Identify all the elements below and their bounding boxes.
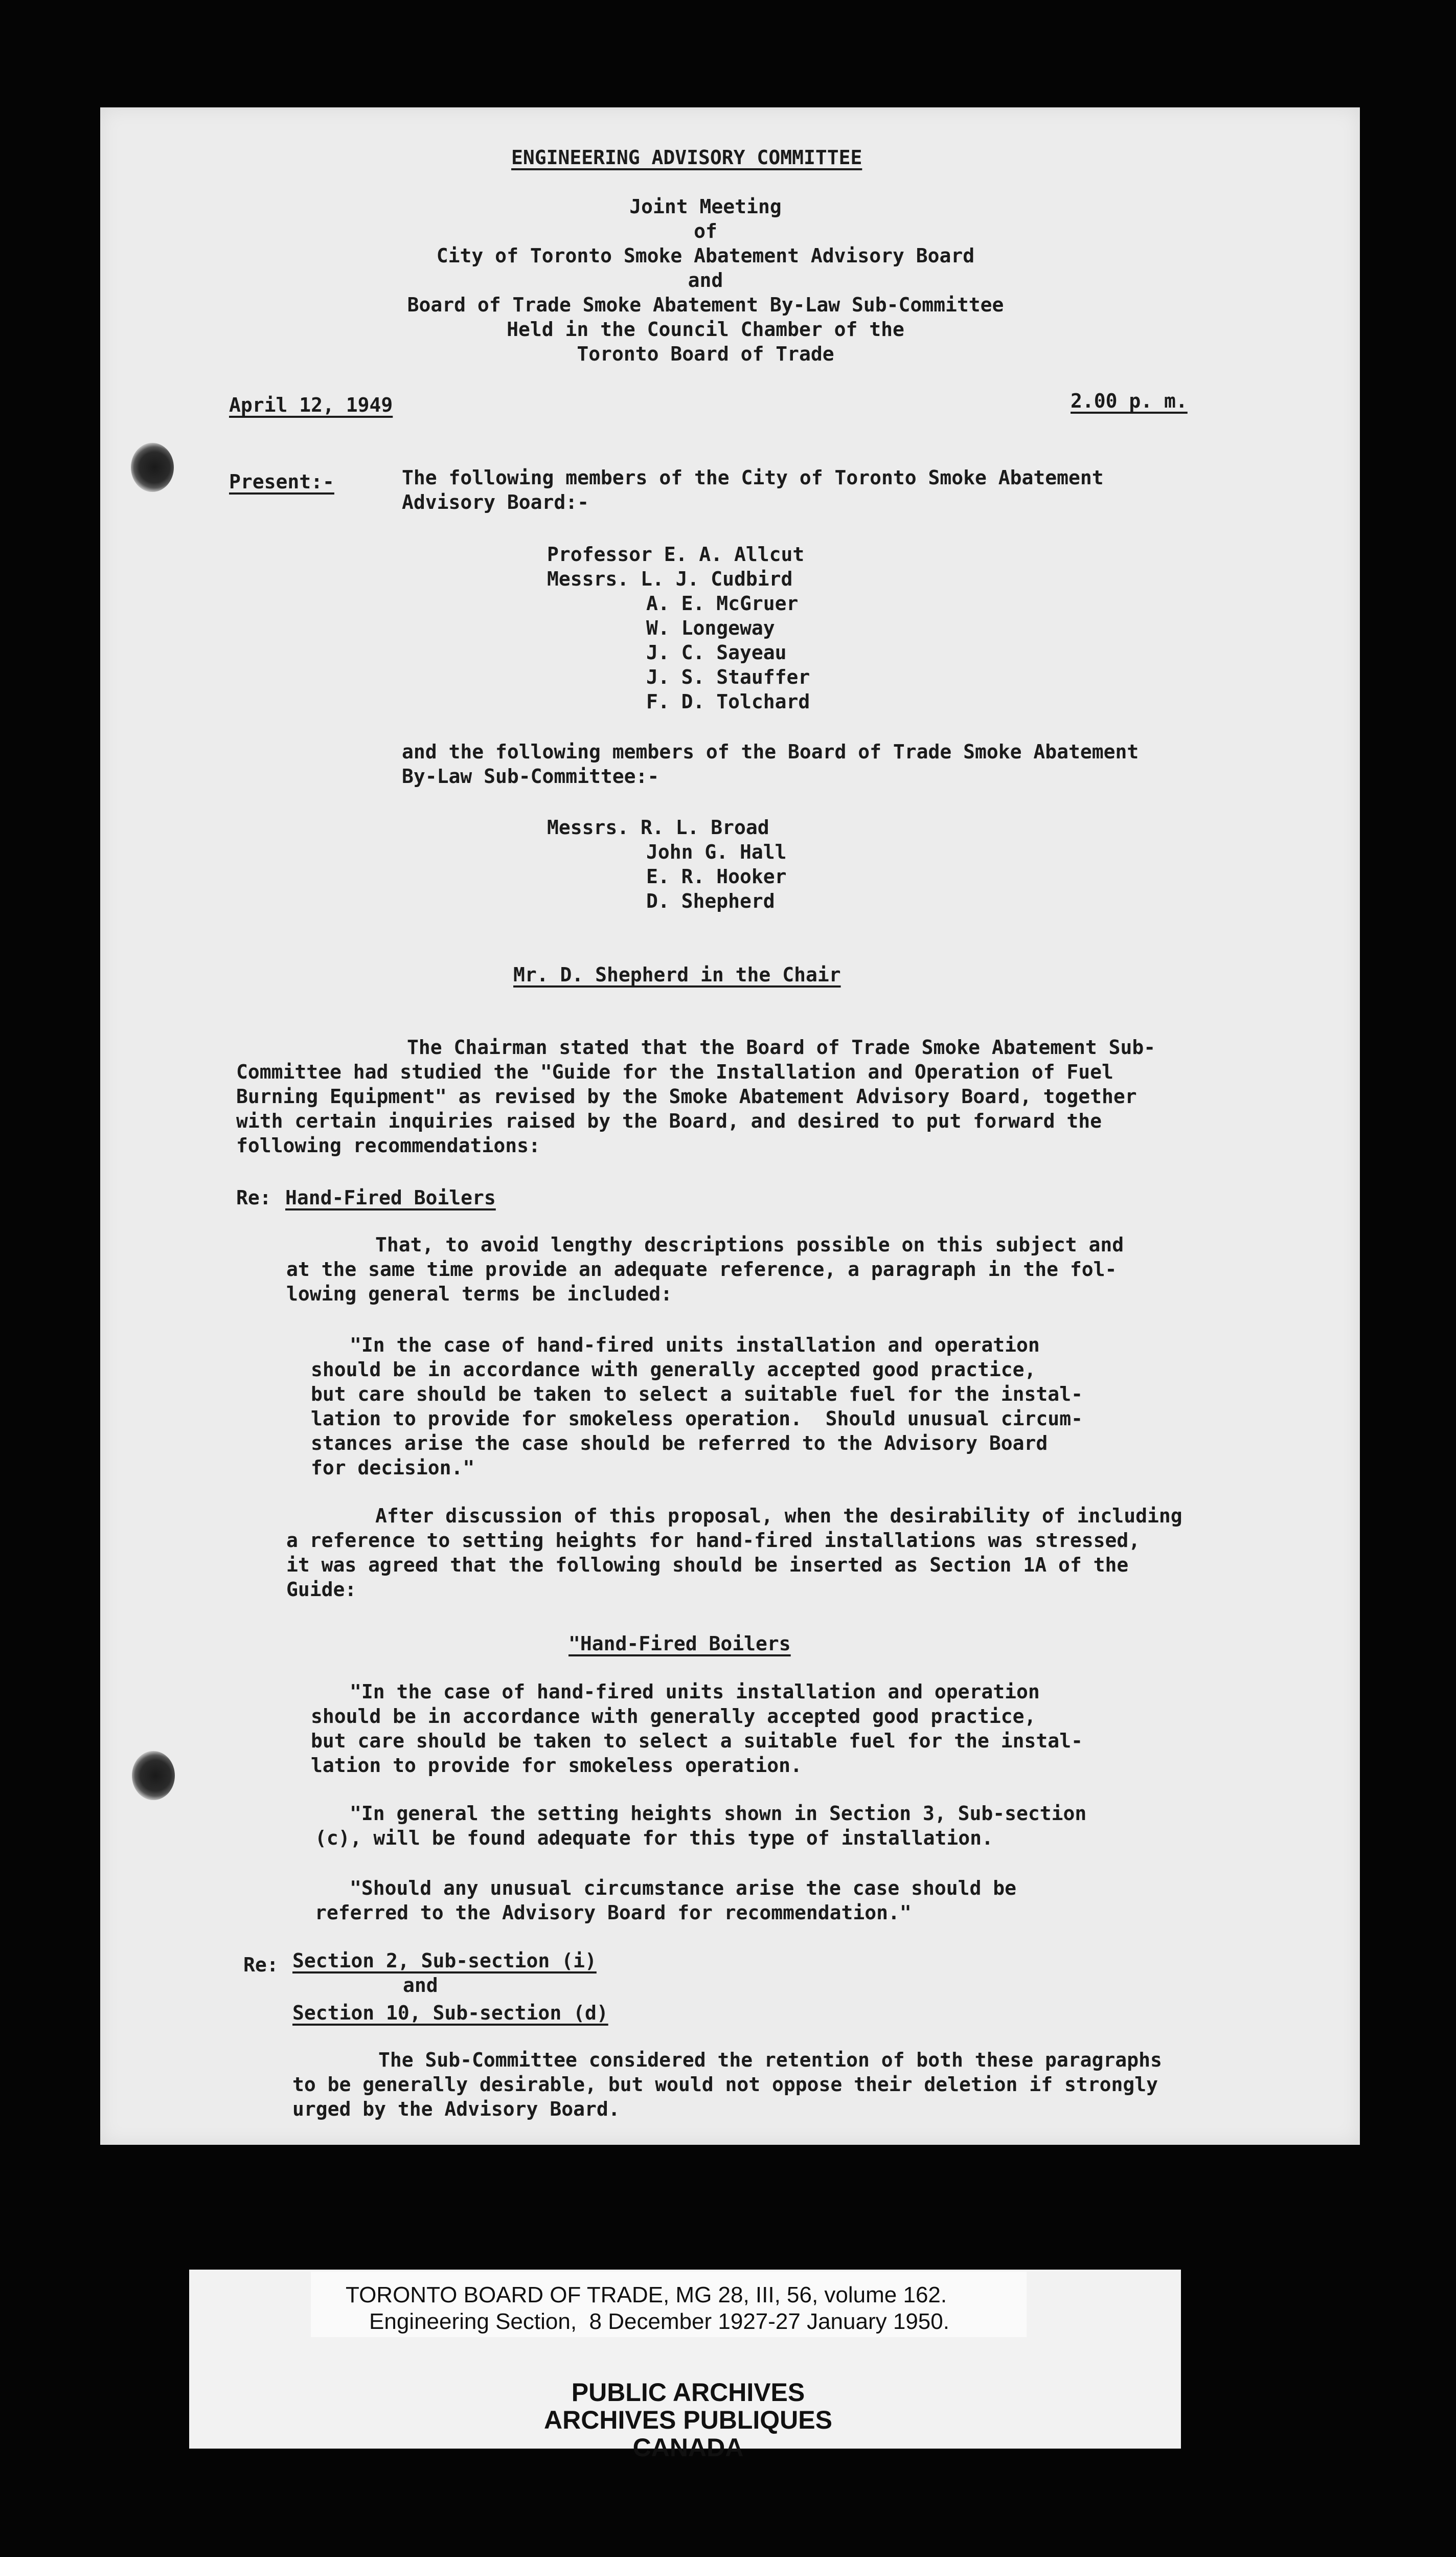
re-heading-section-2: Section 2, Sub-section (i) bbox=[292, 1949, 597, 1972]
quote-line: "In general the setting heights shown in Section 3, Sub-section bbox=[350, 1802, 1087, 1825]
paragraph-line: lowing general terms be included: bbox=[286, 1283, 672, 1305]
meeting-line: Toronto Board of Trade bbox=[577, 343, 834, 365]
meeting-date: April 12, 1949 bbox=[229, 394, 393, 416]
member-name: Professor E. A. Allcut bbox=[547, 543, 805, 566]
present-label: Present:- bbox=[229, 470, 334, 493]
meeting-line: and bbox=[688, 269, 723, 291]
meeting-line: of bbox=[694, 220, 717, 242]
re-heading-section-10: Section 10, Sub-section (d) bbox=[292, 2002, 608, 2024]
paragraph-line: Committee had studied the "Guide for the Installation and Operation of Fuel bbox=[236, 1061, 1113, 1083]
quote-line: but care should be taken to select a suitable fuel for the instal- bbox=[311, 1730, 1083, 1752]
re-label: Re: bbox=[236, 1186, 271, 1209]
paragraph-line: Guide: bbox=[286, 1578, 357, 1601]
quote-line: lation to provide for smokeless operation. bbox=[311, 1754, 802, 1777]
quote-line: lation to provide for smokeless operation. Should unusual circum- bbox=[311, 1407, 1083, 1430]
quote-line: stances arise the case should be referred to the Advisory Board bbox=[311, 1432, 1048, 1454]
punch-hole bbox=[132, 1751, 175, 1800]
member-name: John G. Hall bbox=[646, 841, 787, 863]
member-name: F. D. Tolchard bbox=[646, 690, 810, 713]
meeting-line: Joint Meeting bbox=[629, 195, 782, 218]
meeting-line: Board of Trade Smoke Abatement By-Law Sub-Committee bbox=[407, 294, 1004, 316]
committee-title: ENGINEERING ADVISORY COMMITTEE bbox=[511, 146, 862, 169]
archive-reference-line: TORONTO BOARD OF TRADE, MG 28, III, 56, volume 162. bbox=[346, 2282, 947, 2307]
quote-line: referred to the Advisory Board for recommendation." bbox=[315, 1901, 912, 1924]
re-heading-and: and bbox=[403, 1974, 438, 1997]
quote-line: should be in accordance with generally accepted good practice, bbox=[311, 1705, 1036, 1728]
archive-reference-line: Engineering Section, 8 December 1927-27 January 1950. bbox=[369, 2309, 949, 2334]
paragraph-line: following recommendations: bbox=[236, 1134, 540, 1157]
paragraph-line: The Sub-Committee considered the retention of both these paragraphs bbox=[378, 2049, 1162, 2071]
paragraph-line: urged by the Advisory Board. bbox=[292, 2098, 620, 2120]
member-name: W. Longeway bbox=[646, 617, 775, 639]
paragraph-line: The Chairman stated that the Board of Trade Smoke Abatement Sub- bbox=[407, 1036, 1156, 1059]
punch-hole bbox=[131, 443, 174, 492]
quote-line: for decision." bbox=[311, 1456, 475, 1479]
paragraph-line: After discussion of this proposal, when the desirability of including bbox=[375, 1505, 1182, 1527]
chair-heading: Mr. D. Shepherd in the Chair bbox=[513, 963, 841, 986]
subcommittee-intro-line: By-Law Sub-Committee:- bbox=[402, 765, 659, 788]
meeting-time: 2.00 p. m. bbox=[1071, 390, 1188, 412]
stamp-line: PUBLIC ARCHIVES bbox=[571, 2378, 805, 2407]
stamp-line: CANADA bbox=[632, 2433, 744, 2462]
member-name: J. S. Stauffer bbox=[646, 666, 810, 688]
present-intro-line: Advisory Board:- bbox=[402, 491, 589, 513]
member-name: E. R. Hooker bbox=[646, 865, 787, 888]
quote-line: should be in accordance with generally accepted good practice, bbox=[311, 1358, 1036, 1381]
member-name: Messrs. R. L. Broad bbox=[547, 816, 769, 839]
quote-line: (c), will be found adequate for this type of installation. bbox=[315, 1827, 993, 1849]
paragraph-line: Burning Equipment" as revised by the Smoke Abatement Advisory Board, together bbox=[236, 1085, 1137, 1108]
re-label: Re: bbox=[243, 1954, 279, 1976]
paragraph-line: with certain inquiries raised by the Board, and desired to put forward the bbox=[236, 1110, 1102, 1132]
quote-line: "Should any unusual circumstance arise the case should be bbox=[350, 1877, 1017, 1899]
quote-line: but care should be taken to select a suitable fuel for the instal- bbox=[311, 1383, 1083, 1405]
subcommittee-intro-line: and the following members of the Board of Trade Smoke Abatement bbox=[402, 741, 1139, 763]
paragraph-line: to be generally desirable, but would not oppose their deletion if strongly bbox=[292, 2073, 1158, 2096]
member-name: A. E. McGruer bbox=[646, 592, 799, 615]
paragraph-line: it was agreed that the following should be inserted as Section 1A of the bbox=[286, 1554, 1129, 1576]
section-heading: "Hand-Fired Boilers bbox=[568, 1632, 791, 1655]
member-name: J. C. Sayeau bbox=[646, 641, 787, 664]
meeting-line: City of Toronto Smoke Abatement Advisory Board bbox=[436, 244, 975, 267]
member-name: Messrs. L. J. Cudbird bbox=[547, 568, 793, 590]
quote-line: "In the case of hand-fired units installation and operation bbox=[350, 1680, 1040, 1703]
meeting-line: Held in the Council Chamber of the bbox=[507, 318, 904, 341]
present-intro-line: The following members of the City of Toronto Smoke Abatement bbox=[402, 466, 1104, 489]
paragraph-line: That, to avoid lengthy descriptions possible on this subject and bbox=[375, 1233, 1124, 1256]
re-heading-hand-fired: Hand-Fired Boilers bbox=[285, 1186, 496, 1209]
stamp-line: ARCHIVES PUBLIQUES bbox=[544, 2406, 832, 2434]
paragraph-line: a reference to setting heights for hand-fired installations was stressed, bbox=[286, 1529, 1141, 1552]
quote-line: "In the case of hand-fired units installation and operation bbox=[350, 1334, 1040, 1356]
member-name: D. Shepherd bbox=[646, 890, 775, 912]
paragraph-line: at the same time provide an adequate reference, a paragraph in the fol- bbox=[286, 1258, 1117, 1281]
